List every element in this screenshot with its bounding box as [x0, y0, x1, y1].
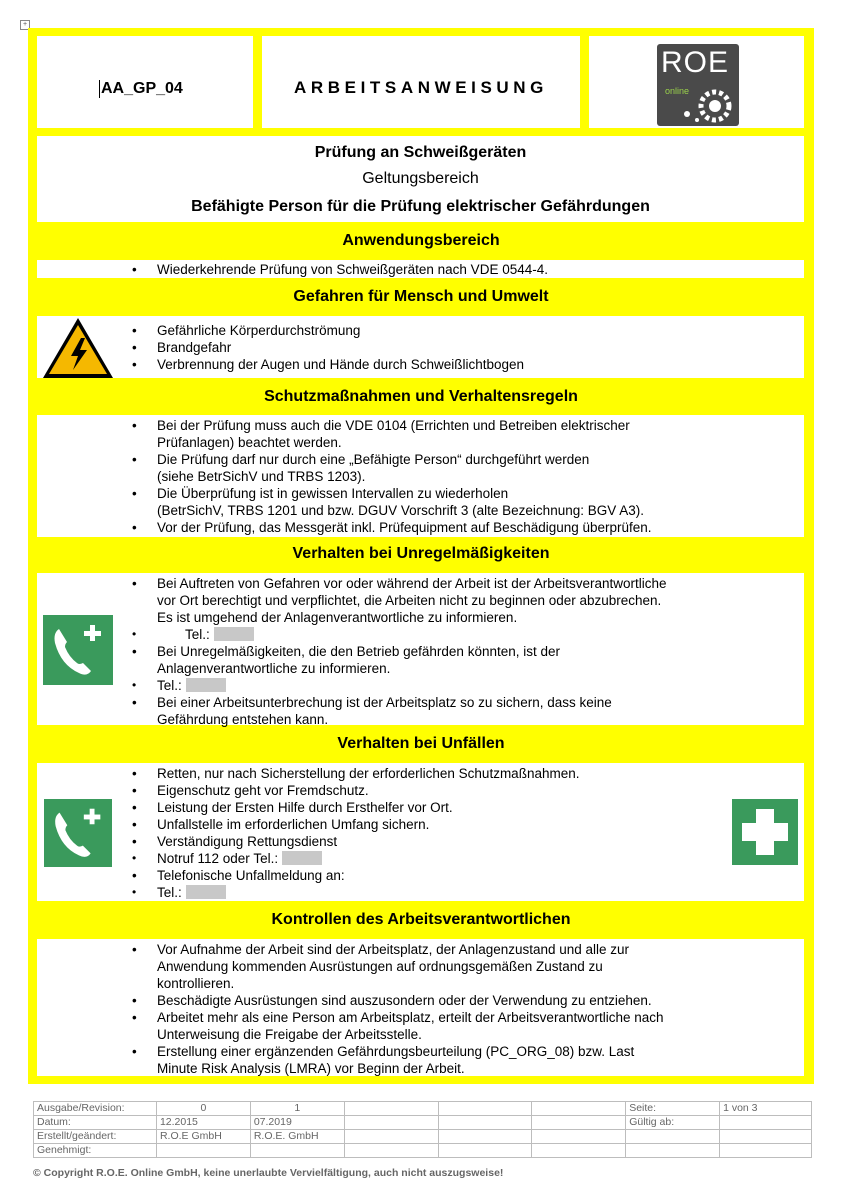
- intro-box: [37, 136, 804, 222]
- logo-cell: [589, 36, 804, 128]
- table-cell: [720, 1144, 812, 1158]
- list-item: • Gefährliche Körperdurchströmung: [129, 322, 524, 339]
- table-cell: Seite:: [626, 1102, 720, 1116]
- kontrolle-box: [37, 939, 804, 1076]
- table-cell: [720, 1130, 812, 1144]
- list-item: • Beschädigte Ausrüstungen sind auszusondern oder der Verwendung zu entziehen.: [129, 992, 664, 1009]
- phone-label: Tel.:: [157, 885, 182, 900]
- emergency-phone-icon: [43, 615, 113, 685]
- document-code: AA_GP_04: [101, 80, 183, 97]
- list-item-line: vor Ort berechtigt und verpflichtet, die Arbeiten nicht zu beginnen oder abzubrechen.: [157, 593, 662, 608]
- table-cell: [626, 1130, 720, 1144]
- table-cell: 12.2015: [156, 1116, 250, 1130]
- list-item: • Retten, nur nach Sicherstellung der erforderlichen Schutzmaßnahmen.: [129, 765, 579, 782]
- table-cell: [156, 1144, 250, 1158]
- section-heading-gefahren: Gefahren für Mensch und Umwelt: [293, 288, 549, 305]
- scope-label: Geltungsbereich: [362, 170, 479, 187]
- table-cell: Erstellt/geändert:: [34, 1130, 157, 1144]
- list-item-line: Unterweisung die Freigabe der Arbeitsstelle.: [157, 1027, 422, 1042]
- first-aid-cross-icon: [732, 799, 798, 865]
- electric-hazard-warning-icon: [41, 316, 115, 380]
- list-item-line: kontrollieren.: [157, 976, 235, 991]
- list-item-line: Bei Auftreten von Gefahren vor oder während der Arbeit ist der Arbeitsverantwortliche: [157, 576, 667, 591]
- table-cell: 1: [250, 1102, 344, 1116]
- subject-heading: Prüfung an Schweißgeräten: [314, 144, 527, 161]
- list-item: • Telefonische Unfallmeldung an:: [129, 867, 579, 884]
- scope-text: Befähigte Person für die Prüfung elektrischer Gefährdungen: [191, 198, 650, 215]
- list-item: [129, 575, 667, 626]
- redacted-phone: [282, 851, 322, 865]
- list-item-line: Anwendung kommenden Ausrüstungen auf ordnungsgemäßen Zustand zu: [157, 959, 603, 974]
- list-item: • Unfallstelle im erforderlichen Umfang sichern.: [129, 816, 579, 833]
- table-cell: 1 von 3: [720, 1102, 812, 1116]
- redacted-phone: [186, 885, 226, 899]
- sub-list-item: [129, 626, 667, 643]
- logo-text: ROE: [661, 46, 730, 79]
- list-item: [129, 694, 667, 728]
- list-item-line: Bei Unregelmäßigkeiten, die den Betrieb gefährden könnten, ist der: [157, 644, 560, 659]
- table-cell: 0: [156, 1102, 250, 1116]
- table-cell: [438, 1144, 532, 1158]
- list-item: • Verbrennung der Augen und Hände durch Schweißlichtbogen: [129, 356, 524, 373]
- phone-label: Tel.:: [185, 627, 210, 642]
- gefahren-box: [37, 316, 804, 378]
- sub-list-item: [129, 677, 667, 694]
- document-code-cell: [37, 36, 253, 128]
- table-cell: 07.2019: [250, 1116, 344, 1130]
- sub-list-item: [129, 884, 579, 901]
- table-cell: [344, 1144, 438, 1158]
- list-item-line: (BetrSichV, TRBS 1201 und bzw. DGUV Vorschrift 3 (alte Bezeichnung: BGV A3).: [157, 503, 644, 518]
- section-heading-anwendung: Anwendungsbereich: [342, 232, 500, 249]
- emergency-phone-icon: [43, 799, 113, 867]
- roe-logo: [657, 44, 739, 126]
- list-item: [129, 417, 652, 451]
- list-item-line: Die Prüfung darf nur durch eine „Befähigte Person“ durchgeführt werden: [157, 452, 590, 467]
- list-item-line: Bei der Prüfung muss auch die VDE 0104 (Errichten und Betreiben elektrischer: [157, 418, 630, 433]
- list-item: [129, 1009, 664, 1043]
- table-cell: Datum:: [34, 1116, 157, 1130]
- table-cell: [438, 1102, 532, 1116]
- redacted-phone: [186, 678, 226, 692]
- table-cell: Genehmigt:: [34, 1144, 157, 1158]
- revision-table: [33, 1101, 812, 1158]
- list-item: [129, 941, 664, 992]
- section-heading-unregel: Verhalten bei Unregelmäßigkeiten: [292, 545, 550, 562]
- copyright-notice: © Copyright R.O.E. Online GmbH, keine unerlaubte Vervielfältigung, auch nicht auszugsweise!: [33, 1167, 504, 1179]
- list-item: [129, 1043, 664, 1077]
- list-item: • Wiederkehrende Prüfung von Schweißgeräten nach VDE 0544-4.: [129, 261, 548, 278]
- table-move-handle-icon[interactable]: +: [20, 20, 30, 30]
- table-cell: [532, 1116, 626, 1130]
- list-item: • Eigenschutz geht vor Fremdschutz.: [129, 782, 579, 799]
- table-cell: Gültig ab:: [626, 1116, 720, 1130]
- table-cell: [344, 1116, 438, 1130]
- table-row: [34, 1130, 812, 1144]
- table-row: [34, 1102, 812, 1116]
- list-item: • Verständigung Rettungsdienst: [129, 833, 579, 850]
- list-item-line: Minute Risk Analysis (LMRA) vor Beginn der Arbeit.: [157, 1061, 465, 1076]
- section-heading-unfall: Verhalten bei Unfällen: [337, 735, 505, 752]
- schutz-box: [37, 415, 804, 537]
- table-cell: [626, 1144, 720, 1158]
- unfall-box: [37, 763, 804, 901]
- sub-list-item: [129, 850, 579, 867]
- table-cell: [532, 1130, 626, 1144]
- table-row: [34, 1116, 812, 1130]
- table-cell: Ausgabe/Revision:: [34, 1102, 157, 1116]
- list-item-line: Die Überprüfung ist in gewissen Intervallen zu wiederholen: [157, 486, 509, 501]
- logo-subtext: online: [665, 86, 690, 96]
- list-item-line: Arbeitet mehr als eine Person am Arbeitsplatz, erteilt der Arbeitsverantwortliche nach: [157, 1010, 664, 1025]
- list-item: [129, 643, 667, 677]
- anwendung-box: [37, 260, 804, 278]
- table-cell: R.O.E GmbH: [156, 1130, 250, 1144]
- list-item: • Brandgefahr: [129, 339, 524, 356]
- table-cell: [438, 1116, 532, 1130]
- document-title-cell: [262, 36, 580, 128]
- table-cell: R.O.E. GmbH: [250, 1130, 344, 1144]
- table-cell: [720, 1116, 812, 1130]
- list-item-line: Bei einer Arbeitsunterbrechung ist der Arbeitsplatz so zu sichern, dass keine: [157, 695, 612, 710]
- list-item-line: Vor Aufnahme der Arbeit sind der Arbeitsplatz, der Anlagenzustand und alle zur: [157, 942, 630, 957]
- list-item-line: (siehe BetrSichV und TRBS 1203).: [157, 469, 366, 484]
- document-title: ARBEITSANWEISUNG: [294, 78, 548, 97]
- list-item-line: Es ist umgehend der Anlagenverantwortliche zu informieren.: [157, 610, 518, 625]
- list-item-line: Prüfanlagen) beachtet werden.: [157, 435, 342, 450]
- list-item-line: Anlagenverantwortliche zu informieren.: [157, 661, 391, 676]
- table-cell: [438, 1130, 532, 1144]
- list-item: [129, 451, 652, 485]
- phone-label: Tel.:: [157, 678, 182, 693]
- redacted-phone: [214, 627, 254, 641]
- logo-gear-icon: [657, 44, 739, 126]
- table-cell: [532, 1144, 626, 1158]
- table-cell: [344, 1130, 438, 1144]
- section-heading-schutz: Schutzmaßnahmen und Verhaltensregeln: [264, 388, 578, 405]
- table-cell: [344, 1102, 438, 1116]
- table-cell: [250, 1144, 344, 1158]
- table-cell: [532, 1102, 626, 1116]
- unregel-box: [37, 573, 804, 725]
- list-item: [129, 485, 652, 519]
- list-item-line: Erstellung einer ergänzenden Gefährdungsbeurteilung (PC_ORG_08) bzw. Last: [157, 1044, 635, 1059]
- instruction-frame: [28, 28, 814, 1084]
- phone-label: Notruf 112 oder Tel.:: [157, 851, 279, 866]
- section-heading-kontrolle: Kontrollen des Arbeitsverantwortlichen: [271, 911, 571, 928]
- list-item: • Leistung der Ersten Hilfe durch Ersthelfer vor Ort.: [129, 799, 579, 816]
- list-item-line: Gefährdung entstehen kann.: [157, 712, 329, 727]
- table-row: [34, 1144, 812, 1158]
- list-item: • Vor der Prüfung, das Messgerät inkl. Prüfequipment auf Beschädigung überprüfen.: [129, 519, 652, 536]
